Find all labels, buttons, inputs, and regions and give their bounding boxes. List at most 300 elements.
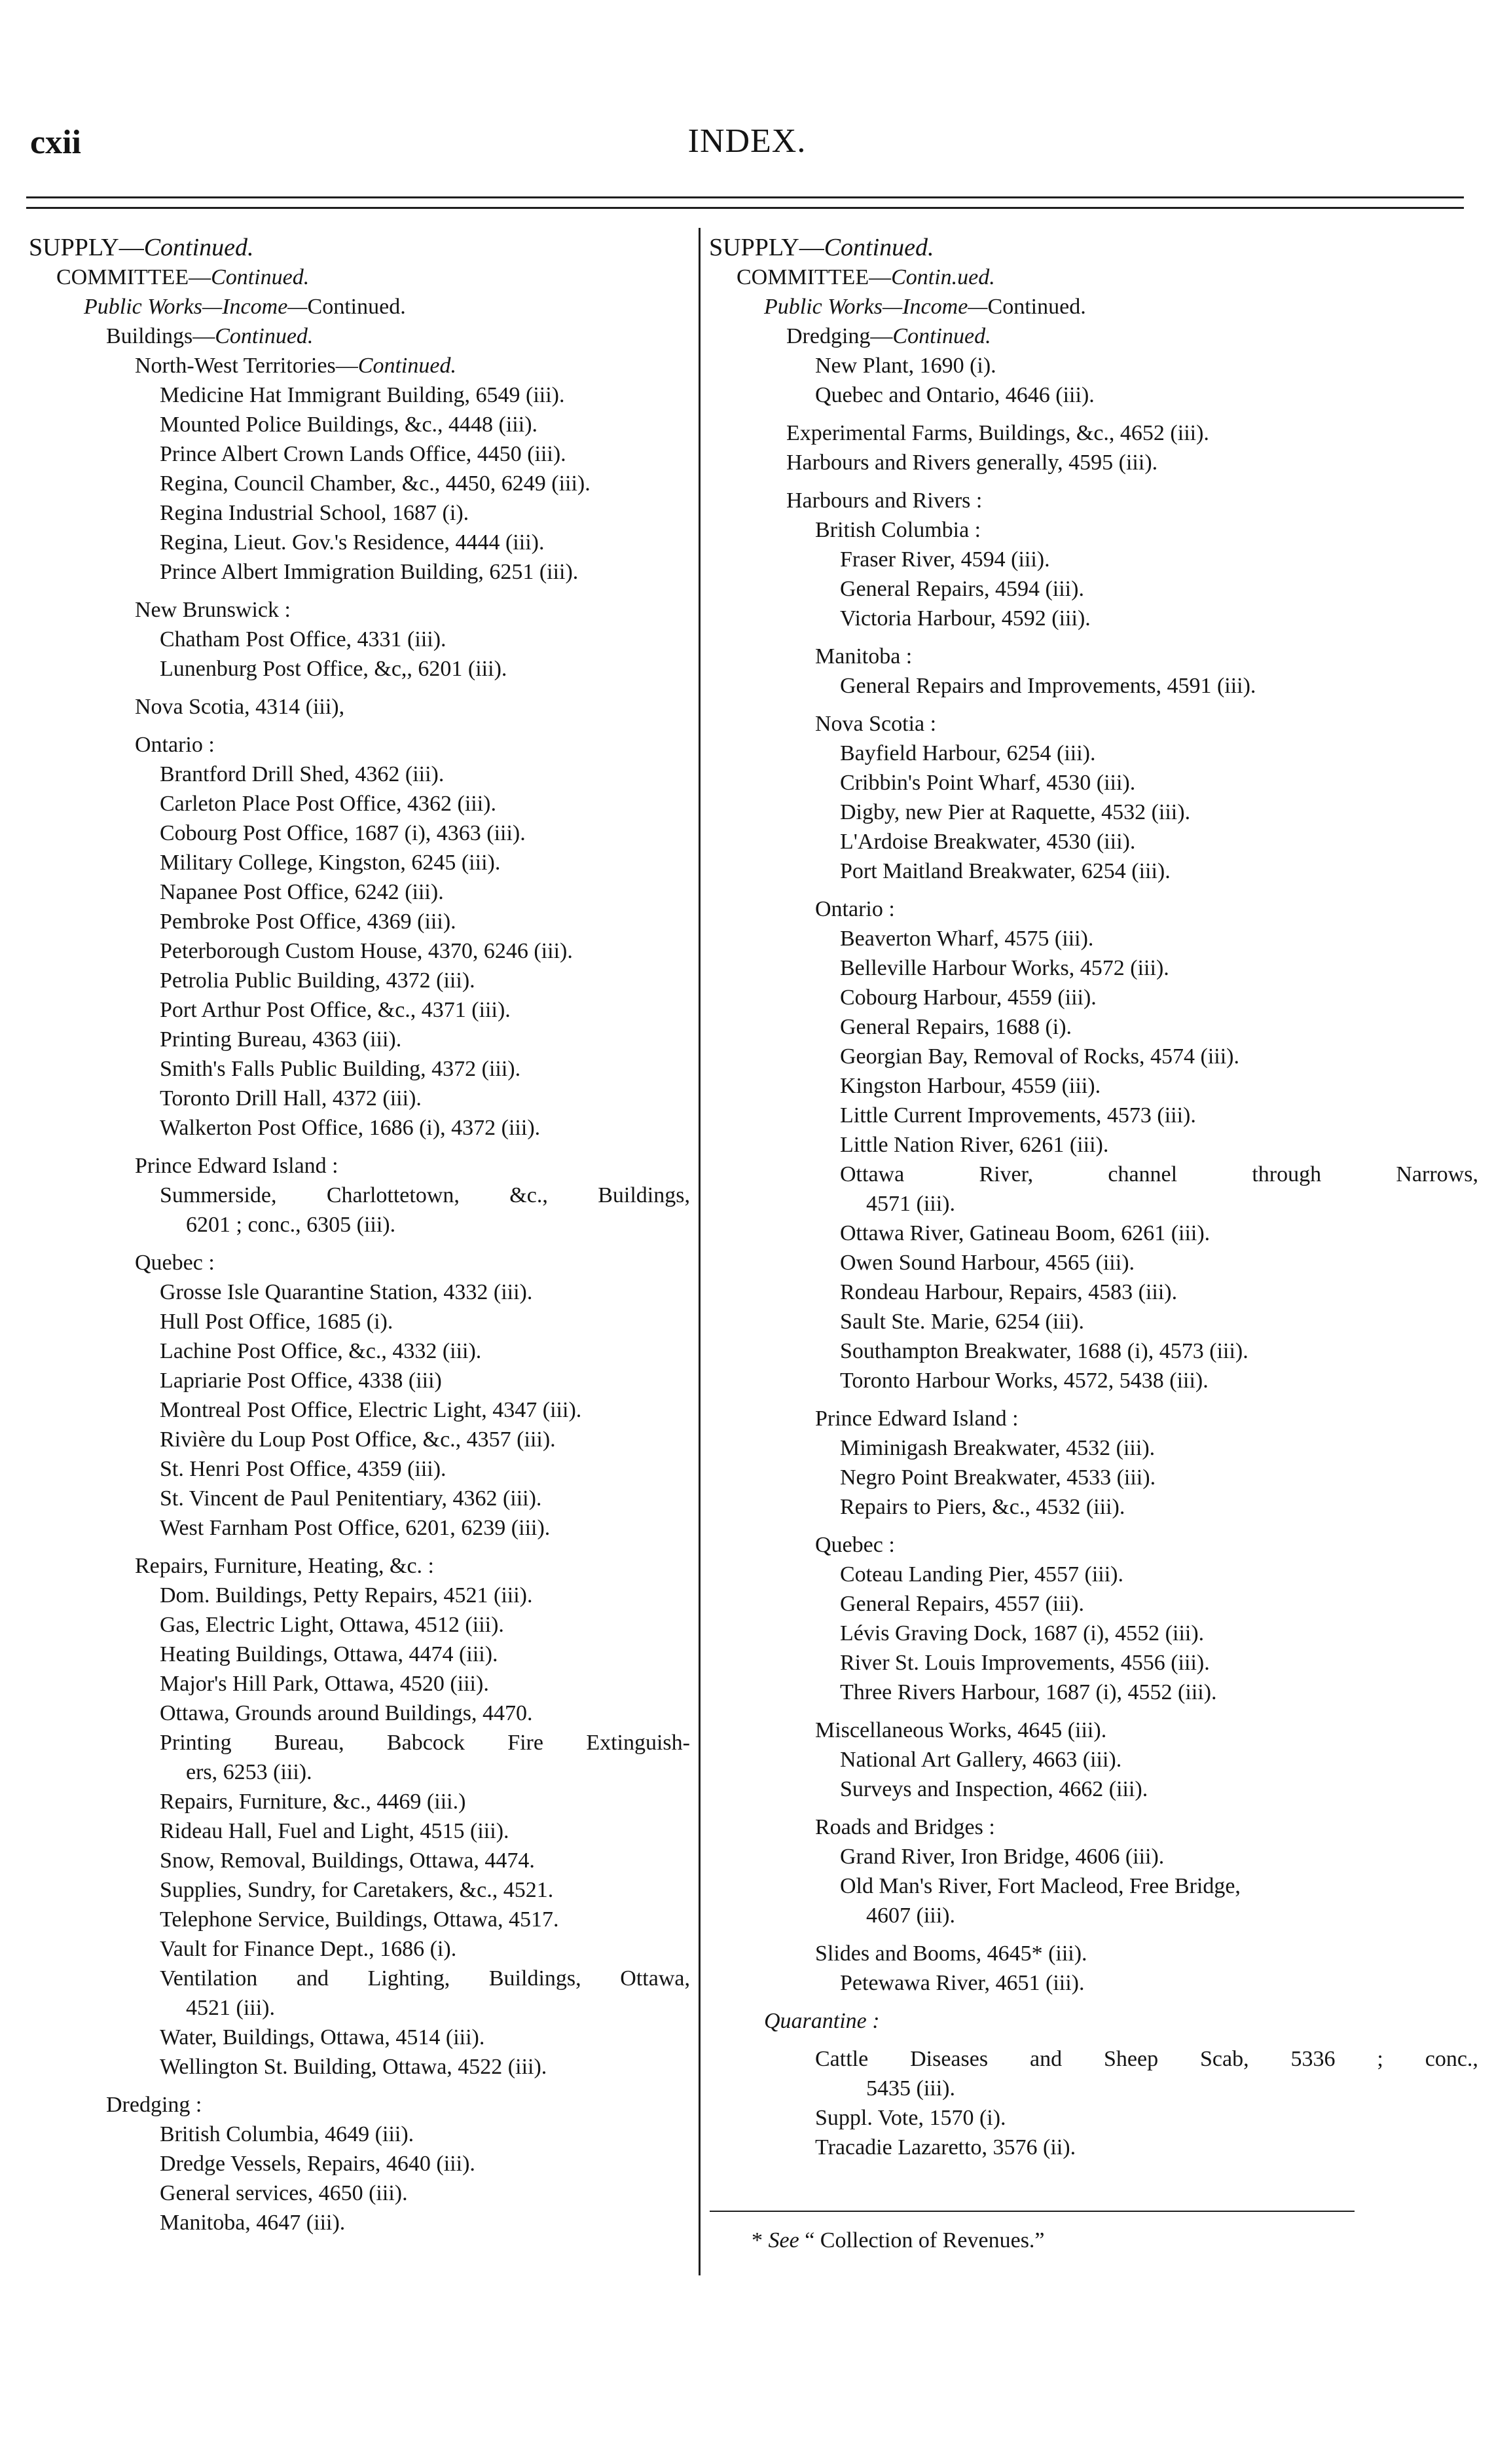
entry-text: Brantford Drill Shed, 4362 (iii).: [160, 762, 445, 786]
index-entry: [709, 1433, 1478, 1463]
index-entry: [709, 1812, 1478, 1842]
index-entry: [29, 1699, 690, 1728]
index-entry: [709, 924, 1478, 953]
entry-text: 4521 (iii).: [186, 1996, 275, 2020]
entry-word: Lighting,: [367, 1966, 450, 1991]
entry-text: Mounted Police Buildings, &c., 4448 (iii).: [160, 413, 538, 437]
entry-text: General services, 4650 (iii).: [160, 2181, 408, 2205]
entry-text: Repairs to Piers, &c., 4532 (iii).: [840, 1495, 1125, 1519]
index-entry: [29, 1054, 690, 1084]
index-entry: [709, 322, 1478, 351]
entry-text: General Repairs, 1688 (i).: [840, 1015, 1072, 1039]
index-entry: [709, 1336, 1478, 1366]
entry-text: Negro Point Breakwater, 4533 (iii).: [840, 1465, 1156, 1490]
entry-text: Southampton Breakwater, 1688 (i), 4573 (iii).: [840, 1339, 1248, 1363]
index-entry: [29, 1084, 690, 1113]
index-entry: [29, 1425, 690, 1454]
entry-text: Nova Scotia, 4314 (iii),: [135, 695, 345, 719]
entry-text: General Repairs, 4594 (iii).: [840, 577, 1084, 601]
index-entry: [709, 1648, 1478, 1678]
entry-text: Regina Industrial School, 1687 (i).: [160, 501, 469, 525]
entry-text: Bayfield Harbour, 6254 (iii).: [840, 741, 1096, 765]
entry-text: Toronto Drill Hall, 4372 (iii).: [160, 1086, 422, 1111]
entry-word: Fire: [507, 1731, 543, 1755]
index-entry: [709, 671, 1478, 701]
entry-text: Quebec :: [815, 1533, 895, 1557]
index-entry: [29, 469, 690, 498]
entry-text: Montreal Post Office, Electric Light, 4347 (iii).: [160, 1398, 582, 1422]
index-entry: [29, 1640, 690, 1669]
entry-word: Scab,: [1199, 2047, 1249, 2071]
index-entry: [29, 1307, 690, 1336]
entry-text: [815, 2044, 1478, 2074]
entry-text: Kingston Harbour, 4559 (iii).: [840, 1074, 1101, 1098]
entry-word: Ottawa,: [620, 1966, 690, 1991]
index-entry: [29, 498, 690, 528]
entry-text: Suppl. Vote, 1570 (i).: [815, 2106, 1006, 2130]
entry-text: Miminigash Breakwater, 4532 (iii).: [840, 1436, 1156, 1460]
index-entry: [709, 292, 1478, 322]
index-entry: [709, 1189, 1478, 1219]
entry-text: [840, 1160, 1478, 1189]
index-entry: [29, 789, 690, 818]
entry-text: Vault for Finance Dept., 1686 (i).: [160, 1937, 457, 1961]
entry-text: Old Man's River, Fort Macleod, Free Bridge,: [840, 1874, 1241, 1898]
index-entry: [29, 557, 690, 587]
entry-text: Fraser River, 4594 (iii).: [840, 547, 1050, 572]
index-entry: [29, 1964, 690, 1993]
entry-word: Buildings,: [488, 1966, 581, 1991]
footnote: [752, 2228, 1045, 2253]
index-entry: [29, 1728, 690, 1757]
entry-text: Prince Albert Crown Lands Office, 4450 (iii).: [160, 442, 566, 466]
index-entry: [709, 1774, 1478, 1804]
entry-text: Three Rivers Harbour, 1687 (i), 4552 (iii).: [840, 1680, 1217, 1704]
entry-continued: Continued.: [892, 324, 991, 348]
index-entry: [709, 1307, 1478, 1336]
index-entry: [709, 233, 1478, 263]
entry-text: General Repairs, 4557 (iii).: [840, 1592, 1084, 1616]
index-entry: [709, 1901, 1478, 1930]
entry-text: Ottawa, Grounds around Buildings, 4470.: [160, 1701, 533, 1725]
entry-text: National Art Gallery, 4663 (iii).: [840, 1748, 1122, 1772]
entry-text: Repairs, Furniture, Heating, &c. :: [135, 1554, 435, 1578]
entry-word: 5336: [1290, 2047, 1336, 2071]
entry-word: and: [296, 1966, 329, 1991]
entry-text: North-West Territories—: [135, 354, 358, 378]
entry-text: Manitoba, 4647 (iii).: [160, 2211, 346, 2235]
entry-text: Snow, Removal, Buildings, Ottawa, 4474.: [160, 1848, 535, 1873]
entry-continued: Continued.: [215, 324, 314, 348]
index-entry: [29, 410, 690, 439]
index-entry: [709, 1968, 1478, 1998]
entry-word: Ventilation: [160, 1966, 258, 1991]
index-entry: [29, 654, 690, 684]
entry-text: Nova Scotia :: [815, 712, 937, 736]
index-entry: [29, 692, 690, 722]
left-column: [29, 233, 690, 2237]
index-entry: [29, 1210, 690, 1240]
entry-text: COMMITTEE—: [56, 265, 211, 289]
right-column: [709, 233, 1478, 2162]
index-entry: [709, 418, 1478, 448]
index-entry: [709, 486, 1478, 515]
entry-word: and: [1029, 2047, 1063, 2071]
entry-text: Prince Edward Island :: [815, 1407, 1019, 1431]
entry-text: Gas, Electric Light, Ottawa, 4512 (iii).: [160, 1613, 504, 1637]
index-entry: [709, 545, 1478, 574]
entry-text: New Brunswick :: [135, 598, 291, 622]
index-entry: [709, 1071, 1478, 1101]
entry-text: Port Arthur Post Office, &c., 4371 (iii).: [160, 998, 511, 1022]
index-entry: [29, 1816, 690, 1846]
entry-text: Miscellaneous Works, 4645 (iii).: [815, 1718, 1107, 1742]
index-entry: [709, 1745, 1478, 1774]
entry-word: Narrows,: [1396, 1162, 1478, 1186]
entry-text: Slides and Booms, 4645* (iii).: [815, 1941, 1087, 1966]
entry-text: Harbours and Rivers :: [786, 488, 983, 513]
index-entry: [29, 1905, 690, 1934]
index-entry: [29, 1025, 690, 1054]
entry-word: Cattle: [815, 2047, 869, 2071]
index-entry: [29, 263, 690, 292]
entry-word: Babcock: [386, 1731, 465, 1755]
entry-word: channel: [1108, 1162, 1178, 1186]
entry-text: Rondeau Harbour, Repairs, 4583 (iii).: [840, 1280, 1178, 1304]
entry-text: Dredging :: [106, 2093, 202, 2117]
entry-text: 4571 (iii).: [866, 1192, 955, 1216]
index-entry: [29, 1551, 690, 1581]
index-entry: [709, 2006, 1478, 2036]
index-entry: [709, 1042, 1478, 1071]
index-entry: [29, 1395, 690, 1425]
entry-text: New Plant, 1690 (i).: [815, 354, 996, 378]
index-entry: [709, 1404, 1478, 1433]
entry-text: Heating Buildings, Ottawa, 4474 (iii).: [160, 1642, 498, 1666]
entry-continued: Continued.: [211, 265, 310, 289]
entry-text: Digby, new Pier at Raquette, 4532 (iii).: [840, 800, 1191, 824]
index-entry: [29, 351, 690, 380]
entry-text: Regina, Lieut. Gov.'s Residence, 4444 (iii).: [160, 530, 545, 555]
index-entry: [29, 2023, 690, 2052]
index-entry: [29, 1366, 690, 1395]
entry-text: General Repairs and Improvements, 4591 (iii).: [840, 674, 1256, 698]
index-entry: [29, 760, 690, 789]
entry-text: Repairs, Furniture, &c., 4469 (iii.): [160, 1790, 466, 1814]
entry-text: L'Ardoise Breakwater, 4530 (iii).: [840, 830, 1136, 854]
index-entry: [29, 1513, 690, 1543]
entry-text: Grand River, Iron Bridge, 4606 (iii).: [840, 1845, 1165, 1869]
index-entry: [709, 2044, 1478, 2074]
entry-continued: Contin.ued.: [891, 265, 995, 289]
index-entry: [29, 595, 690, 625]
index-entry: [709, 1560, 1478, 1589]
entry-word: &c.,: [509, 1183, 548, 1207]
entry-text: Owen Sound Harbour, 4565 (iii).: [840, 1251, 1135, 1275]
entry-continued: Continued.: [824, 234, 934, 261]
entry-word: Buildings,: [598, 1183, 690, 1207]
entry-word: Summerside,: [160, 1183, 277, 1207]
entry-text: 4607 (iii).: [866, 1903, 955, 1928]
entry-text: St. Vincent de Paul Penitentiary, 4362 (iii).: [160, 1486, 542, 1511]
index-entry: [29, 1454, 690, 1484]
index-entry: [29, 322, 690, 351]
footnote-see: See: [768, 2228, 799, 2253]
entry-text: Prince Albert Immigration Building, 6251 (iii).: [160, 560, 579, 584]
index-entry: [29, 1934, 690, 1964]
index-entry: [29, 1610, 690, 1640]
entry-text: Port Maitland Breakwater, 6254 (iii).: [840, 859, 1171, 883]
index-entry: [709, 1219, 1478, 1248]
index-entry: [709, 2074, 1478, 2103]
entry-text: COMMITTEE—: [737, 265, 892, 289]
entry-text: Rivière du Loup Post Office, &c., 4357 (iii).: [160, 1427, 556, 1452]
entry-word: Sheep: [1103, 2047, 1159, 2071]
entry-text: Walkerton Post Office, 1686 (i), 4372 (iii).: [160, 1116, 541, 1140]
entry-text: West Farnham Post Office, 6201, 6239 (iii).: [160, 1516, 551, 1540]
entry-text: [160, 1728, 690, 1757]
index-entry: [29, 1993, 690, 2023]
index-entry: [29, 1846, 690, 1875]
entry-text: Military College, Kingston, 6245 (iii).: [160, 851, 501, 875]
index-entry: [29, 907, 690, 936]
entry-text: Roads and Bridges :: [815, 1815, 995, 1839]
entry-continued: Continued.: [357, 354, 456, 378]
index-entry: [709, 263, 1478, 292]
entry-text: Quebec and Ontario, 4646 (iii).: [815, 383, 1095, 407]
index-entry: [29, 2090, 690, 2120]
entry-text: Printing Bureau, 4363 (iii).: [160, 1027, 402, 1052]
entry-text: Lunenburg Post Office, &c,, 6201 (iii).: [160, 657, 507, 681]
index-entry: [29, 1336, 690, 1366]
index-entry: [29, 966, 690, 995]
entry-text: Little Current Improvements, 4573 (iii).: [840, 1103, 1196, 1128]
entry-text: 6201 ; conc., 6305 (iii).: [186, 1213, 396, 1237]
entry-word: Printing: [160, 1731, 232, 1755]
entry-word: Extinguish-: [586, 1731, 690, 1755]
index-entry: [709, 351, 1478, 380]
entry-text: River St. Louis Improvements, 4556 (iii).: [840, 1651, 1210, 1675]
entry-word: ;: [1377, 2047, 1383, 2071]
entry-text: Petewawa River, 4651 (iii).: [840, 1971, 1085, 1995]
entry-text: Ontario :: [815, 897, 895, 921]
entry-text: Medicine Hat Immigrant Building, 6549 (iii).: [160, 383, 565, 407]
entry-text: Quarantine :: [764, 2009, 880, 2033]
index-entry: [29, 625, 690, 654]
index-entry: [709, 2133, 1478, 2162]
entry-text: SUPPLY—: [709, 234, 824, 261]
index-entry: [29, 1757, 690, 1787]
index-entry: [29, 380, 690, 410]
index-entry: [709, 1842, 1478, 1871]
entry-text: Quebec :: [135, 1251, 215, 1275]
entry-word: Diseases: [910, 2047, 989, 2071]
entry-text: Carleton Place Post Office, 4362 (iii).: [160, 792, 496, 816]
entry-text: Lapriarie Post Office, 4338 (iii): [160, 1369, 442, 1393]
entry-text: Experimental Farms, Buildings, &c., 4652 (iii).: [786, 421, 1209, 445]
index-entry: [709, 2103, 1478, 2133]
index-entry: [29, 1278, 690, 1307]
index-entry: [709, 1589, 1478, 1619]
entry-text: Public Works—Income—: [764, 295, 988, 319]
entry-text: Victoria Harbour, 4592 (iii).: [840, 606, 1091, 631]
index-entry: [709, 1160, 1478, 1189]
entry-text: Petrolia Public Building, 4372 (iii).: [160, 968, 475, 993]
index-entry: [709, 1678, 1478, 1707]
entry-text: Chatham Post Office, 4331 (iii).: [160, 627, 446, 652]
index-entry: [29, 2120, 690, 2149]
entry-text: [160, 1964, 690, 1993]
entry-text: Harbours and Rivers generally, 4595 (iii).: [786, 451, 1158, 475]
entry-continued: Continued.: [307, 295, 406, 319]
index-entry: [709, 1619, 1478, 1648]
index-entry: [709, 574, 1478, 604]
index-entry: [709, 1492, 1478, 1522]
index-entry: [709, 856, 1478, 886]
index-entry: [709, 1101, 1478, 1130]
index-entry: [29, 1787, 690, 1816]
entry-text: Cobourg Post Office, 1687 (i), 4363 (iii).: [160, 821, 526, 845]
entry-text: Water, Buildings, Ottawa, 4514 (iii).: [160, 2025, 485, 2050]
entry-word: Charlottetown,: [326, 1183, 460, 1207]
entry-text: Buildings—: [106, 324, 215, 348]
entry-text: Wellington St. Building, Ottawa, 4522 (iii).: [160, 2055, 547, 2079]
index-entry: [29, 2208, 690, 2237]
entry-text: Dredging—: [786, 324, 893, 348]
entry-text: Regina, Council Chamber, &c., 4450, 6249 (iii).: [160, 471, 591, 496]
entry-text: Rideau Hall, Fuel and Light, 4515 (iii).: [160, 1819, 509, 1843]
entry-text: SUPPLY—: [29, 234, 144, 261]
entry-text: Belleville Harbour Works, 4572 (iii).: [840, 956, 1169, 980]
entry-text: Cobourg Harbour, 4559 (iii).: [840, 985, 1097, 1010]
index-entry: [29, 1151, 690, 1181]
index-entry: [29, 730, 690, 760]
entry-continued: Continued.: [143, 234, 254, 261]
index-entry: [709, 604, 1478, 633]
index-entry: [29, 1581, 690, 1610]
entry-word: Ottawa: [840, 1162, 905, 1186]
index-entry: [29, 1181, 690, 1210]
entry-text: Peterborough Custom House, 4370, 6246 (iii).: [160, 939, 573, 963]
index-entry: [29, 2052, 690, 2082]
entry-text: Georgian Bay, Removal of Rocks, 4574 (iii).: [840, 1044, 1240, 1069]
index-entry: [29, 1484, 690, 1513]
entry-text: Cribbin's Point Wharf, 4530 (iii).: [840, 771, 1136, 795]
index-entry: [29, 2149, 690, 2179]
entry-text: Tracadie Lazaretto, 3576 (ii).: [815, 2135, 1076, 2160]
entry-text: Beaverton Wharf, 4575 (iii).: [840, 927, 1094, 951]
header-rule-bottom: [26, 207, 1464, 209]
entry-text: Manitoba :: [815, 644, 913, 669]
index-entry: [29, 1113, 690, 1143]
entry-text: [160, 1181, 690, 1210]
entry-text: Little Nation River, 6261 (iii).: [840, 1133, 1109, 1157]
index-entry: [29, 292, 690, 322]
entry-text: Hull Post Office, 1685 (i).: [160, 1310, 393, 1334]
index-entry: [709, 709, 1478, 739]
index-entry: [29, 528, 690, 557]
entry-text: Public Works—Income—: [84, 295, 308, 319]
index-entry: [29, 439, 690, 469]
entry-text: Surveys and Inspection, 4662 (iii).: [840, 1777, 1148, 1801]
index-entry: [29, 1248, 690, 1278]
column-divider: [699, 228, 701, 2275]
entry-text: Lachine Post Office, &c., 4332 (iii).: [160, 1339, 482, 1363]
index-entry: [709, 380, 1478, 410]
index-entry: [29, 877, 690, 907]
index-entry: [709, 1939, 1478, 1968]
index-entry: [709, 1530, 1478, 1560]
entry-text: Coteau Landing Pier, 4557 (iii).: [840, 1562, 1124, 1587]
entry-text: Sault Ste. Marie, 6254 (iii).: [840, 1310, 1085, 1334]
entry-text: Telephone Service, Buildings, Ottawa, 4517.: [160, 1907, 559, 1932]
index-entry: [709, 768, 1478, 798]
entry-text: Prince Edward Island :: [135, 1154, 338, 1178]
entry-word: River,: [979, 1162, 1034, 1186]
index-entry: [709, 827, 1478, 856]
entry-text: British Columbia, 4649 (iii).: [160, 2122, 414, 2146]
index-entry: [709, 1716, 1478, 1745]
entry-text: Dom. Buildings, Petty Repairs, 4521 (iii).: [160, 1583, 533, 1608]
index-entry: [709, 739, 1478, 768]
index-entry: [709, 1248, 1478, 1278]
index-entry: [29, 2179, 690, 2208]
entry-text: Napanee Post Office, 6242 (iii).: [160, 880, 444, 904]
entry-text: Grosse Isle Quarantine Station, 4332 (iii).: [160, 1280, 533, 1304]
footnote-rule: [710, 2211, 1355, 2212]
entry-text: Dredge Vessels, Repairs, 4640 (iii).: [160, 2152, 475, 2176]
entry-text: ers, 6253 (iii).: [186, 1760, 312, 1784]
index-entry: [29, 233, 690, 263]
footnote-marker: *: [752, 2228, 769, 2253]
header-rule-top: [26, 196, 1464, 198]
entry-text: Ontario :: [135, 733, 215, 757]
entry-text: St. Henri Post Office, 4359 (iii).: [160, 1457, 446, 1481]
entry-text: Lévis Graving Dock, 1687 (i), 4552 (iii).: [840, 1621, 1205, 1646]
index-entry: [709, 798, 1478, 827]
page-title: INDEX.: [687, 122, 807, 160]
index-entry: [709, 448, 1478, 477]
index-entry: [29, 936, 690, 966]
entry-text: Pembroke Post Office, 4369 (iii).: [160, 910, 456, 934]
entry-word: conc.,: [1425, 2047, 1478, 2071]
index-entry: [709, 642, 1478, 671]
footnote-text: “ Collection of Revenues.”: [799, 2228, 1045, 2253]
index-entry: [709, 953, 1478, 983]
entry-text: Toronto Harbour Works, 4572, 5438 (iii).: [840, 1369, 1209, 1393]
entry-continued: Continued.: [987, 295, 1086, 319]
index-entry: [709, 983, 1478, 1012]
index-entry: [709, 1871, 1478, 1901]
entry-word: Bureau,: [274, 1731, 344, 1755]
index-entry: [29, 1669, 690, 1699]
entry-text: Ottawa River, Gatineau Boom, 6261 (iii).: [840, 1221, 1211, 1245]
index-entry: [29, 995, 690, 1025]
index-entry: [29, 1875, 690, 1905]
index-entry: [709, 1012, 1478, 1042]
index-entry: [709, 515, 1478, 545]
index-entry: [709, 1463, 1478, 1492]
entry-text: Smith's Falls Public Building, 4372 (iii).: [160, 1057, 521, 1081]
entry-word: through: [1252, 1162, 1322, 1186]
entry-text: Supplies, Sundry, for Caretakers, &c., 4521.: [160, 1878, 554, 1902]
index-entry: [29, 818, 690, 848]
index-entry: [29, 848, 690, 877]
index-entry: [709, 1130, 1478, 1160]
entry-text: 5435 (iii).: [866, 2076, 955, 2101]
page-number: cxii: [30, 124, 81, 161]
entry-text: British Columbia :: [815, 518, 981, 542]
